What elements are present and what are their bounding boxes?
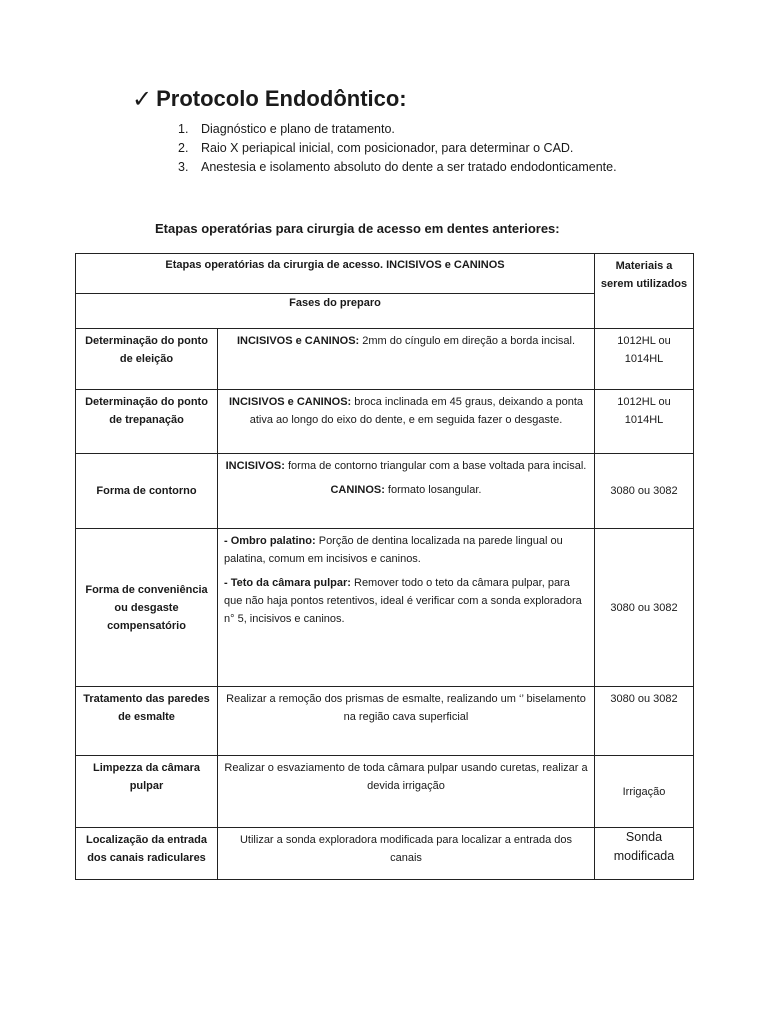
- row-paragraph: [224, 574, 588, 628]
- row-label: Localização da entrada dos canais radiculares: [76, 828, 218, 880]
- row-label: Tratamento das paredes de esmalte: [76, 687, 218, 756]
- row-label: Determinação do ponto de trepanação: [76, 390, 218, 454]
- step-text: Diagnóstico e plano de tratamento.: [201, 122, 395, 136]
- step-number: 1.: [178, 122, 189, 136]
- row-paragraph-text: Porção de dentina localizada na parede lingual ou palatina, comum em incisivos e caninos.: [224, 535, 563, 565]
- row-paragraph: [224, 457, 588, 475]
- table-header-main: Etapas operatórias da cirurgia de acesso. INCISIVOS e CANINOS: [76, 254, 595, 294]
- section-subtitle: Etapas operatórias para cirurgia de acesso em dentes anteriores:: [155, 221, 560, 236]
- table-row: [76, 329, 694, 390]
- row-description: [218, 390, 595, 454]
- list-item: [178, 158, 617, 177]
- table-row: [76, 756, 694, 828]
- row-material: 3080 ou 3082: [595, 687, 694, 756]
- protocol-steps-list: [178, 120, 617, 177]
- row-description: [218, 529, 595, 687]
- row-material: 1012HL ou 1014HL: [595, 390, 694, 454]
- row-label: Forma de conveniência ou desgaste compensatório: [76, 529, 218, 687]
- row-material: 1012HL ou 1014HL: [595, 329, 694, 390]
- row-description: Realizar o esvaziamento de toda câmara pulpar usando curetas, realizar a devida irrigação: [218, 756, 595, 828]
- row-label: Forma de contorno: [76, 454, 218, 529]
- row-paragraph-text: forma de contorno triangular com a base voltada para incisal.: [284, 460, 587, 472]
- table-header-phases: Fases do preparo: [76, 294, 595, 329]
- step-text: Anestesia e isolamento absoluto do dente a ser tratado endodonticamente.: [201, 160, 617, 174]
- table-row: [76, 454, 694, 529]
- step-text: Raio X periapical inicial, com posicionador, para determinar o CAD.: [201, 141, 574, 155]
- list-item: [178, 120, 617, 139]
- table-row: [76, 687, 694, 756]
- row-description: Utilizar a sonda exploradora modificada para localizar a entrada dos canais: [218, 828, 595, 880]
- row-description-text: 2mm do cíngulo em direção a borda incisal.: [359, 335, 576, 347]
- row-paragraph: [224, 481, 588, 499]
- table-row: [76, 828, 694, 880]
- procedure-table: [75, 253, 694, 880]
- table-header-row: [76, 254, 694, 294]
- row-paragraph-bold: - Teto da câmara pulpar:: [224, 577, 351, 589]
- row-description: Realizar a remoção dos prismas de esmalte, realizando um ‘’ biselamento na região cava superficial: [218, 687, 595, 756]
- list-item: [178, 139, 617, 158]
- row-description-text: broca inclinada em 45 graus, deixando a ponta ativa ao longo do eixo do dente, e em seguida fazer o desgaste.: [249, 396, 584, 426]
- row-description-bold: INCISIVOS e CANINOS:: [236, 335, 360, 347]
- row-paragraph-text: formato losangular.: [384, 484, 482, 496]
- row-paragraph-bold: INCISIVOS:: [225, 460, 285, 472]
- row-paragraph-bold: - Ombro palatino:: [224, 535, 316, 547]
- table-row: [76, 529, 694, 687]
- checkmark-icon: ✓: [132, 85, 153, 113]
- row-material: 3080 ou 3082: [595, 454, 694, 529]
- row-paragraph: [224, 532, 588, 568]
- row-paragraph-text: Remover todo o teto da câmara pulpar, para que não haja pontos retentivos, ideal é verificar com a sonda exploradora n° 5, incisivos e caninos.: [224, 577, 582, 625]
- page-title: Protocolo Endodôntico:: [156, 86, 407, 111]
- row-label: Limpezza da câmara pulpar: [76, 756, 218, 828]
- row-description: [218, 329, 595, 390]
- step-number: 3.: [178, 160, 189, 174]
- row-description-bold: INCISIVOS e CANINOS:: [228, 396, 352, 408]
- row-material: Irrigação: [595, 756, 694, 828]
- protocol-heading: [132, 86, 407, 112]
- table-row: [76, 390, 694, 454]
- row-paragraph-bold: CANINOS:: [330, 484, 385, 496]
- row-description: [218, 454, 595, 529]
- row-material: 3080 ou 3082: [595, 529, 694, 687]
- row-label: Determinação do ponto de eleição: [76, 329, 218, 390]
- table-header-materials: Materiais a serem utilizados: [595, 254, 694, 329]
- row-material: Sonda modificada: [595, 828, 694, 880]
- step-number: 2.: [178, 141, 189, 155]
